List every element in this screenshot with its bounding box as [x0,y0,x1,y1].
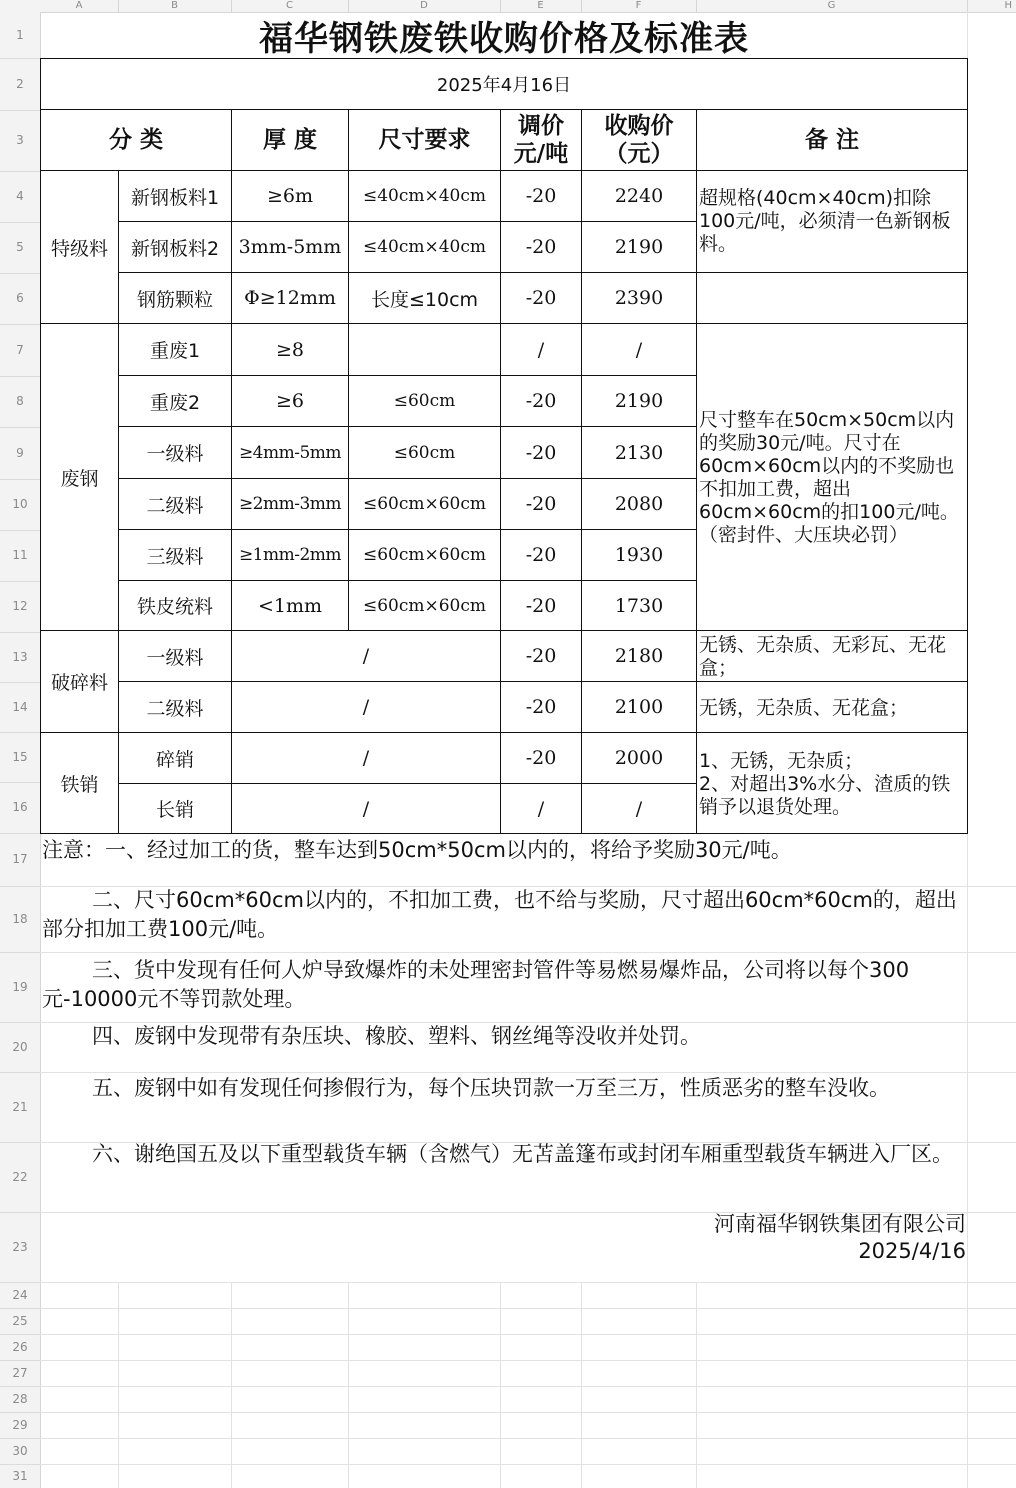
item-adjust[interactable]: -20 [500,630,582,682]
remark-crushed-1[interactable]: 无锈、无杂质、无彩瓦、无花盒； [696,630,968,682]
column-header-g[interactable]: G [827,0,836,11]
remark-special[interactable]: 超规格(40cm×40cm)扣除100元/吨，必须清一色新钢板料。 [696,170,968,273]
date-cell[interactable]: 2025年4月16日 [40,58,968,110]
column-header-f[interactable]: F [635,0,642,11]
row-header[interactable]: 24 [12,1288,28,1302]
item-adjust[interactable]: -20 [500,272,582,324]
column-header-c[interactable]: C [286,0,293,11]
column-header-d[interactable]: D [420,0,428,11]
item-name[interactable]: 二级料 [118,681,232,733]
sign-date[interactable]: 2025/4/16 [858,1239,966,1263]
item-thickness[interactable]: 3mm-5mm [231,221,349,273]
item-price[interactable]: 2190 [581,221,697,273]
note-4[interactable]: 四、废钢中发现带有杂压块、橡胶、塑料、钢丝绳等没收并处罚。 [92,1024,701,1048]
row-header[interactable]: 1 [16,28,24,42]
group-pin[interactable]: 铁销 [40,732,119,834]
row-header[interactable]: 21 [12,1100,28,1114]
row-header[interactable]: 2 [16,77,24,91]
item-thickness[interactable]: Φ≥12mm [231,272,349,324]
header-adjust[interactable]: 调价元/吨 [500,109,582,171]
item-name[interactable]: 碎销 [118,732,232,784]
header-category[interactable]: 分 类 [40,109,232,171]
remark-special-empty[interactable] [696,272,968,324]
row-header[interactable]: 5 [16,240,24,254]
item-name[interactable]: 一级料 [118,426,232,479]
item-price[interactable]: / [581,783,697,834]
item-thickness[interactable]: ≥6m [231,170,349,222]
item-adjust[interactable]: -20 [500,681,582,733]
group-special[interactable]: 特级料 [40,170,119,324]
column-header-e[interactable]: E [537,0,544,11]
remark-crushed-2[interactable]: 无锈，无杂质、无花盒； [696,681,968,733]
item-size[interactable]: ≤60cm [348,426,501,479]
item-adjust[interactable]: -20 [500,426,582,479]
group-crushed[interactable]: 破碎料 [40,630,119,733]
row-header[interactable]: 10 [12,497,28,511]
row-header[interactable]: 25 [12,1314,28,1328]
item-price[interactable]: 1930 [581,529,697,581]
item-name[interactable]: 钢筋颗粒 [118,272,232,324]
item-thickness-merged[interactable]: / [231,681,501,733]
row-header[interactable]: 29 [12,1418,28,1432]
header-thickness[interactable]: 厚 度 [231,109,349,171]
item-adjust[interactable]: -20 [500,375,582,427]
row-header[interactable]: 3 [16,133,24,147]
item-size[interactable]: ≤60cm [348,375,501,427]
row-header[interactable]: 16 [12,800,28,814]
row-header[interactable]: 23 [12,1240,28,1254]
row-header[interactable]: 8 [16,394,24,408]
item-price[interactable]: 2240 [581,170,697,222]
row-header[interactable]: 11 [12,548,28,562]
item-adjust[interactable]: / [500,323,582,376]
item-name[interactable]: 新钢板料1 [118,170,232,222]
item-adjust[interactable]: -20 [500,478,582,530]
item-adjust[interactable]: -20 [500,170,582,222]
item-thickness[interactable]: ≥4mm-5mm [231,426,349,479]
column-header-b[interactable]: B [171,0,178,11]
row-header[interactable]: 18 [12,912,28,926]
note-6[interactable]: 六、谢绝国五及以下重型载货车辆（含燃气）无苫盖篷布或封闭车厢重型载货车辆进入厂区。 [92,1142,953,1166]
row-header[interactable]: 13 [12,650,28,664]
item-size[interactable]: ≤60cm×60cm [348,529,501,581]
item-thickness-merged[interactable]: / [231,783,501,834]
item-price[interactable]: 2190 [581,375,697,427]
company-name[interactable]: 河南福华钢铁集团有限公司 [714,1212,966,1236]
item-price[interactable]: 2180 [581,630,697,682]
page-title[interactable]: 福华钢铁废铁收购价格及标准表 [259,18,749,59]
header-remark[interactable]: 备 注 [696,109,968,171]
row-header[interactable]: 20 [12,1040,28,1054]
row-header[interactable]: 27 [12,1366,28,1380]
item-price[interactable]: 1730 [581,580,697,631]
item-adjust[interactable]: -20 [500,529,582,581]
item-name[interactable]: 一级料 [118,630,232,682]
item-thickness[interactable]: ≥6 [231,375,349,427]
item-price[interactable]: 2100 [581,681,697,733]
item-price[interactable]: 2000 [581,732,697,784]
row-header[interactable]: 4 [16,189,24,203]
item-name[interactable]: 重废1 [118,323,232,376]
column-header-a[interactable]: A [75,0,83,11]
row-header[interactable]: 26 [12,1340,28,1354]
item-name[interactable]: 长销 [118,783,232,834]
row-header[interactable]: 6 [16,291,24,305]
row-header[interactable]: 7 [16,343,24,357]
item-price[interactable]: 2080 [581,478,697,530]
item-size[interactable]: 长度≤10cm [348,272,501,324]
header-size[interactable]: 尺寸要求 [348,109,501,171]
row-header[interactable]: 14 [12,700,28,714]
item-name[interactable]: 三级料 [118,529,232,581]
item-adjust[interactable]: -20 [500,221,582,273]
column-header-h[interactable]: H [1004,0,1012,11]
item-thickness[interactable]: ≥2mm-3mm [231,478,349,530]
item-thickness[interactable]: <1mm [231,580,349,631]
row-header[interactable]: 19 [12,980,28,994]
row-header[interactable]: 22 [12,1170,28,1184]
row-header[interactable]: 30 [12,1444,28,1458]
item-name[interactable]: 二级料 [118,478,232,530]
item-thickness-merged[interactable]: / [231,630,501,682]
item-thickness[interactable]: ≥8 [231,323,349,376]
note-1[interactable]: 注意：一、经过加工的货，整车达到50cm*50cm以内的，将给予奖励30元/吨。 [42,838,792,862]
item-adjust[interactable]: / [500,783,582,834]
item-size[interactable]: ≤40cm×40cm [348,170,501,222]
note-3[interactable]: 三、货中发现有任何人炉导致爆炸的未处理密封管件等易燃易爆炸品，公司将以每个300元-10000元不等罚款处理。 [42,958,910,1011]
item-size[interactable]: ≤40cm×40cm [348,221,501,273]
item-name[interactable]: 新钢板料2 [118,221,232,273]
remark-scrap[interactable]: 尺寸整车在50cm×50cm以内的奖励30元/吨。尺寸在60cm×60cm以内的不奖励也不扣加工费，超出60cm×60cm的扣100元/吨。（密封件、大压块必罚） [696,323,968,631]
item-thickness[interactable]: ≥1mm-2mm [231,529,349,581]
item-price[interactable]: 2390 [581,272,697,324]
header-price[interactable]: 收购价（元） [581,109,697,171]
row-header-bar [0,12,41,1488]
row-header[interactable]: 28 [12,1392,28,1406]
row-header[interactable]: 12 [12,599,28,613]
item-adjust[interactable]: -20 [500,580,582,631]
row-header[interactable]: 31 [12,1469,28,1483]
item-size[interactable]: ≤60cm×60cm [348,478,501,530]
item-name[interactable]: 重废2 [118,375,232,427]
remark-pin[interactable]: 1、无锈，无杂质； 2、对超出3%水分、渣质的铁销予以退货处理。 [696,732,968,834]
group-scrap[interactable]: 废钢 [40,323,119,631]
item-adjust[interactable]: -20 [500,732,582,784]
item-thickness-merged[interactable]: / [231,732,501,784]
row-header[interactable]: 15 [12,750,28,764]
row-header[interactable]: 9 [16,446,24,460]
row-header[interactable]: 17 [12,852,28,866]
item-size[interactable]: ≤60cm×60cm [348,580,501,631]
item-name[interactable]: 铁皮统料 [118,580,232,631]
item-price[interactable]: / [581,323,697,376]
item-size[interactable] [348,323,501,376]
note-2[interactable]: 二、尺寸60cm*60cm以内的，不扣加工费，也不给与奖励，尺寸超出60cm*60cm的，超出部分扣加工费100元/吨。 [42,888,957,941]
item-price[interactable]: 2130 [581,426,697,479]
note-5[interactable]: 五、废钢中如有发现任何掺假行为，每个压块罚款一万至三万，性质恶劣的整车没收。 [92,1076,890,1100]
